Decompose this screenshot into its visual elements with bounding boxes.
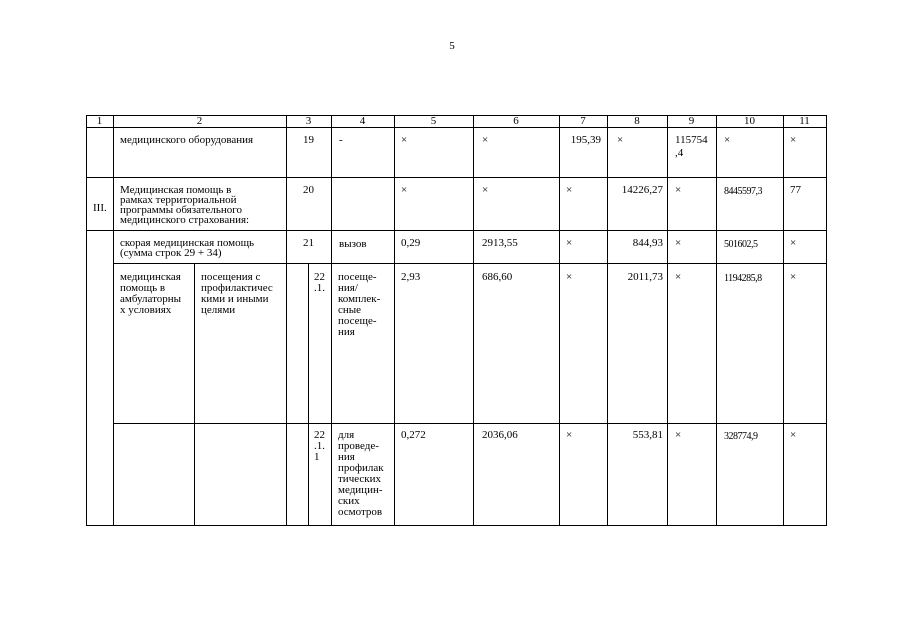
row2-c8: 14226,27 xyxy=(621,184,663,196)
row4-c8: 2011,73 xyxy=(627,271,663,283)
row2-c9: × xyxy=(675,184,682,196)
row5-unit-line: осмотров xyxy=(338,506,383,518)
row1-c9-line2: ,4 xyxy=(675,147,684,159)
row4-name-line: медицинская xyxy=(120,271,181,283)
row3-c6: 2913,55 xyxy=(482,237,518,249)
row4-line: .1. xyxy=(314,282,325,294)
row1-c6: × xyxy=(482,134,489,146)
row4-sub-line: целями xyxy=(201,304,236,316)
row3-c10: 501602,5 xyxy=(724,239,758,250)
row2-name-line: программы обязательного xyxy=(120,204,242,216)
row2-name-line: медицинского страхования: xyxy=(120,214,250,226)
row5-line: 22 xyxy=(314,429,325,441)
budget-table xyxy=(86,115,827,526)
header-cell-8: 8 xyxy=(634,115,640,127)
row3-name-line: скорая медицинская помощь xyxy=(120,237,255,249)
row1-line: 19 xyxy=(303,134,314,146)
row3-unit: вызов xyxy=(339,238,367,250)
row1-c11: × xyxy=(790,134,797,146)
row2-name-line: рамках территориальной xyxy=(120,194,237,206)
row2-c11: 77 xyxy=(790,184,801,196)
row1-c5: × xyxy=(401,134,408,146)
row4-unit-line: ния xyxy=(338,326,355,338)
row4-c6: 686,60 xyxy=(482,271,513,283)
row4-sub-line: кими и иными xyxy=(201,293,269,305)
row5-c9: × xyxy=(675,429,682,441)
row5-unit-line: ния xyxy=(338,451,355,463)
row1-unit: - xyxy=(339,134,343,146)
header-cell-5: 5 xyxy=(430,115,437,127)
header-cell-4: 4 xyxy=(359,115,366,127)
row1-c9-line1: 115754 xyxy=(675,134,708,146)
header-cell-1: 1 xyxy=(96,115,103,127)
row5-unit-line: тических xyxy=(338,473,381,485)
row1-name: медицинского оборудования xyxy=(120,134,254,146)
row5-unit-line: медицин- xyxy=(338,484,383,496)
header-cell-3: 3 xyxy=(305,115,312,127)
row2-section: III. xyxy=(93,202,107,214)
row4-c9: × xyxy=(675,271,682,283)
row4-c7: × xyxy=(566,271,573,283)
row4-name-line: помощь в xyxy=(120,282,166,294)
row2-line: 20 xyxy=(303,184,314,196)
row4-unit-line: посеще- xyxy=(338,271,377,283)
row5-line: 1 xyxy=(314,451,320,463)
row2-c7: × xyxy=(566,184,573,196)
row5-c5: 0,272 xyxy=(401,429,426,441)
row4-c5: 2,93 xyxy=(401,271,421,283)
row3-line: 21 xyxy=(303,237,314,249)
row4-unit-line: ния/ xyxy=(338,282,358,294)
header-cell-2: 2 xyxy=(196,115,203,127)
row1-c7: 195,39 xyxy=(570,134,601,146)
row3-c5: 0,29 xyxy=(401,237,421,249)
row5-unit-line: проведе- xyxy=(338,440,379,452)
page-number: 5 xyxy=(449,40,455,52)
row3-name-line: (сумма строк 29 + 34) xyxy=(120,247,222,259)
row5-unit-line: для xyxy=(338,429,355,441)
row5-unit-line: профилак xyxy=(338,462,384,474)
header-cell-9: 9 xyxy=(688,115,695,127)
row5-line: .1. xyxy=(314,440,325,452)
row1-c10: × xyxy=(724,134,731,146)
row3-c8: 844,93 xyxy=(632,237,663,249)
header-cell-10: 10 xyxy=(744,115,755,127)
row4-c10: 1194285,8 xyxy=(724,273,762,284)
row4-name-line: амбулаторны xyxy=(120,293,182,305)
row4-unit-line: посеще- xyxy=(338,315,377,327)
row3-c9: × xyxy=(675,237,682,249)
row5-c11: × xyxy=(790,429,797,441)
row5-c6: 2036,06 xyxy=(482,429,518,441)
row4-unit-line: комплек- xyxy=(338,293,381,305)
row2-c10: 8445597,3 xyxy=(724,186,762,197)
row4-line: 22 xyxy=(314,271,325,283)
header-cell-11: 11 xyxy=(799,115,810,127)
row4-sub-line: посещения с xyxy=(201,271,261,283)
row3-c11: × xyxy=(790,237,797,249)
row2-c6: × xyxy=(482,184,489,196)
row1-c8: × xyxy=(617,134,624,146)
row2-name-line: Медицинская помощь в xyxy=(120,184,232,196)
row5-c7: × xyxy=(566,429,573,441)
row2-c5: × xyxy=(401,184,408,196)
row5-c8: 553,81 xyxy=(632,429,663,441)
row4-name-line: х условиях xyxy=(120,304,172,316)
row5-unit-line: ских xyxy=(338,495,360,507)
row4-unit-line: сные xyxy=(338,304,362,316)
row5-c10: 328774,9 xyxy=(724,431,758,442)
row3-c7: × xyxy=(566,237,573,249)
header-cell-6: 6 xyxy=(513,115,519,127)
row4-c11: × xyxy=(790,271,797,283)
row4-sub-line: профилактичес xyxy=(201,282,273,294)
header-cell-7: 7 xyxy=(580,115,586,127)
